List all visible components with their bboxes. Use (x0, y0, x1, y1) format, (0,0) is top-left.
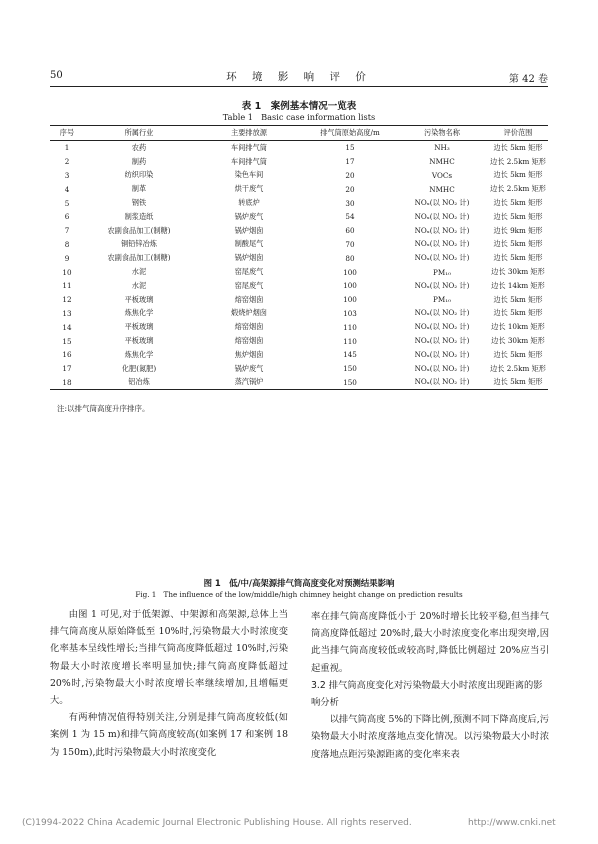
table-cell: 14 (62, 322, 72, 332)
table-cell: 转底炉 (238, 198, 260, 208)
table-cell: 制药 (131, 156, 147, 166)
column-header: 污染物名称 (396, 126, 488, 141)
column-header: 所属行业 (84, 126, 194, 141)
table-cell: 3 (64, 170, 70, 180)
figure-area (50, 418, 548, 568)
table-cell: 150 (304, 376, 396, 390)
table-cell: 15 (345, 143, 355, 153)
table-cell: 制浆造纸 (124, 211, 154, 221)
table-cell: 2 (64, 157, 70, 167)
table-cell: 边长 30km 矩形 (491, 267, 545, 277)
table-cell: 铜铅锌冶炼 (121, 239, 157, 249)
table-cell: VOCs (431, 170, 453, 180)
table-cell: 边长 5km 矩形 (493, 211, 543, 221)
table-row (50, 182, 548, 196)
table-row (50, 362, 548, 376)
table-cell: 边长 5km 矩形 (493, 294, 543, 304)
table-cell: NOₓ(以 NO₂ 计) (414, 198, 470, 208)
table-cell: NOₓ(以 NO₂ 计) (414, 336, 470, 346)
table-cell: 熔窑烟囱 (234, 322, 264, 332)
table-cell: 17 (62, 364, 72, 374)
table-cell: 制酸尾气 (234, 239, 264, 249)
table-cell: 边长 5km 矩形 (493, 170, 543, 180)
table-cell: 水泥 (131, 267, 147, 277)
table-row (50, 279, 548, 293)
table-cell: 145 (343, 350, 357, 360)
table-cell: 6 (64, 212, 70, 222)
table-title-cn: 表 1 案例基本情况一览表 (241, 101, 357, 112)
table-cell: 15 (62, 336, 72, 346)
table-cell: 焦炉烟囱 (234, 349, 264, 359)
table-cell: 103 (343, 308, 357, 318)
table-cell: 蒸汽锅炉 (194, 376, 304, 390)
table-cell: 窑尾废气 (234, 280, 264, 290)
left-column (50, 606, 288, 761)
table-cell: 平板玻璃 (124, 336, 154, 346)
table-cell: 20 (345, 170, 355, 180)
body-paragraph: 由图 1 可见,对于低架源、中架源和高架源,总体上当排气筒高度从原始降低至 10%时,污染物最大小时浓度变化率基本呈线性增长;当排气筒高度降低超过 10%时,污染物最大小时浓度增长率明显加快;排气筒高度降低超过 20%时,污染物最大小时浓度增长率继续增加,且增幅更大。 (50, 609, 288, 707)
table-cell: NH₃ (434, 143, 450, 153)
table-cell: 150 (343, 364, 357, 374)
table-cell: 农副食品加工(制糖) (107, 253, 171, 263)
right-column (311, 608, 549, 763)
table-cell: 5 (64, 198, 70, 208)
copyright-footer: (C)1994-2022 China Academic Journal Electronic Publishing House. All rights reserved. (22, 818, 412, 828)
table-cell: 10 (62, 267, 72, 277)
table-cell: 17 (345, 157, 355, 167)
header-rule (50, 86, 548, 87)
footer-url: http://www.cnki.net (468, 818, 556, 828)
table-cell: 炼焦化学 (124, 349, 154, 359)
table-cell: 11 (62, 281, 72, 291)
table-cell: 车间排气筒 (231, 142, 267, 152)
table-row (50, 251, 548, 265)
table-cell: 农副食品加工(制糖) (107, 225, 171, 235)
table-cell: 16 (62, 350, 72, 360)
page-number: 50 (50, 70, 63, 81)
table-cell: 边长 10km 矩形 (491, 322, 545, 332)
table-cell: 110 (343, 322, 357, 332)
table-cell: 100 (343, 281, 357, 291)
table-cell: 边长 2.5km 矩形 (490, 363, 546, 373)
table-cell: 80 (345, 253, 355, 263)
table-cell: 煅烧炉烟囱 (231, 308, 267, 318)
table-cell: 边长 5km 矩形 (493, 253, 543, 263)
table-cell: 30 (345, 198, 355, 208)
table-cell: NOₓ(以 NO₂ 计) (414, 239, 470, 249)
table-cell: 边长 30km 矩形 (491, 336, 545, 346)
table-cell: 农药 (131, 142, 147, 152)
table-cell: 边长 14km 矩形 (491, 280, 545, 290)
section-heading (311, 677, 549, 711)
table-cell: 20 (345, 184, 355, 194)
table-cell: 边长 2.5km 矩形 (490, 156, 546, 166)
table-row (50, 210, 548, 224)
table-cell: 9 (64, 253, 70, 263)
table-cell: 18 (50, 376, 84, 390)
table-row (50, 265, 548, 279)
column-header: 序号 (50, 126, 84, 141)
column-header: 评价范围 (488, 126, 548, 141)
table-cell: 纺织印染 (124, 170, 154, 180)
table-cell: NOₓ(以 NO₂ 计) (414, 349, 470, 359)
table-row (50, 238, 548, 252)
table-cell: NOₓ(以 NO₂ 计) (414, 211, 470, 221)
column-header: 主要排放源 (194, 126, 304, 141)
table-row (50, 293, 548, 307)
table-cell: 边长 2.5km 矩形 (490, 184, 546, 194)
table-cell: 平板玻璃 (124, 294, 154, 304)
table-cell: 钢铁 (131, 198, 147, 208)
table-cell: 熔窑烟囱 (234, 294, 264, 304)
table-cell: 100 (343, 267, 357, 277)
table-cell: NOₓ(以 NO₂ 计) (396, 376, 488, 390)
table-cell: 7 (64, 226, 70, 236)
table-cell: 边长 5km 矩形 (493, 239, 543, 249)
table-cell: NOₓ(以 NO₂ 计) (414, 363, 470, 373)
body-paragraph: 有两种情况值得特别关注,分别是排气筒高度较低(如案例 1 为 15 m)和排气筒高度较高(如案例 17 和案例 18 为 150m),此时污染物最大小时浓度变化 (50, 712, 288, 758)
table-row (50, 348, 548, 362)
table-row (50, 141, 548, 155)
table-cell: NOₓ(以 NO₂ 计) (414, 280, 470, 290)
table-cell: 边长 5km 矩形 (493, 308, 543, 318)
table-cell: NMHC (429, 184, 455, 194)
table-cell: 锅炉废气 (234, 363, 264, 373)
table-cell: PM₁₀ (433, 295, 451, 305)
table-cell: 54 (345, 212, 355, 222)
table-cell: NOₓ(以 NO₂ 计) (414, 225, 470, 235)
table-note: 注:以排气筒高度升序排序。 (57, 404, 150, 413)
table-cell: 烘干废气 (234, 184, 264, 194)
table-cell: 水泥 (131, 280, 147, 290)
figure-title-cn: 图 1 低/中/高架源排气筒高度变化对预测结果影响 (203, 578, 395, 588)
journal-title: 环 境 影 响 评 价 (226, 71, 372, 83)
table-title-en: Table 1 Basic case information lists (222, 112, 376, 122)
table-cell: 100 (343, 295, 357, 305)
table-row (50, 334, 548, 348)
table-cell: 炼焦化学 (124, 308, 154, 318)
table-cell: 60 (345, 226, 355, 236)
table-cell: 锅炉废气 (234, 211, 264, 221)
table-cell: 70 (345, 239, 355, 249)
table-cell: 边长 5km 矩形 (493, 349, 543, 359)
table-cell: 铝冶炼 (84, 376, 194, 390)
table-cell: 13 (62, 308, 72, 318)
volume-label: 第 42 卷 (508, 74, 548, 85)
table-row (50, 224, 548, 238)
table-row (50, 307, 548, 321)
table-cell: NOₓ(以 NO₂ 计) (414, 322, 470, 332)
table-cell: 锅炉烟囱 (234, 253, 264, 263)
table-cell: 边长 9km 矩形 (493, 225, 543, 235)
column-header: 排气筒原始高度/m (304, 126, 396, 141)
table-cell: 染色车间 (234, 170, 264, 180)
table-row (50, 169, 548, 183)
table-row (50, 155, 548, 169)
body-paragraph: 率在排气筒高度降低小于 20%时增长比较平稳,但当排气筒高度降低超过 20%时,最大小时浓度变化率出现突增,因此当排气筒高度较低或较高时,降低比例超过 20%应当引起重视。 (311, 611, 549, 674)
table-row (50, 376, 548, 390)
table-cell: NOₓ(以 NO₂ 计) (414, 253, 470, 263)
table-cell: 边长 5km 矩形 (493, 142, 543, 152)
table-cell: PM₁₀ (433, 267, 451, 277)
table-cell: NOₓ(以 NO₂ 计) (414, 308, 470, 318)
table-cell: 锅炉烟囱 (234, 225, 264, 235)
table-cell: 化肥(氮肥) (121, 363, 157, 373)
table-cell: 熔窑烟囱 (234, 336, 264, 346)
table-header-row (50, 126, 548, 141)
table-cell: 8 (64, 239, 70, 249)
table-cell: 车间排气筒 (231, 156, 267, 166)
table-cell: 1 (64, 143, 70, 153)
table-row (50, 320, 548, 334)
table-cell: 制革 (131, 184, 147, 194)
table-row (50, 196, 548, 210)
table-cell: 边长 5km 矩形 (488, 376, 548, 390)
figure-title-en: Fig. 1 The influence of the low/middle/high chimney height change on prediction results (135, 590, 463, 599)
section-title: 排气筒高度变化对污染物最大小时浓度出现距离的影响分析 (311, 679, 543, 709)
case-table (50, 125, 548, 390)
table-body (50, 141, 548, 390)
table-cell: 110 (343, 336, 357, 346)
table-cell: 12 (62, 295, 72, 305)
table-cell: 4 (64, 184, 70, 194)
table-cell: 窑尾废气 (234, 267, 264, 277)
table-cell: 边长 5km 矩形 (493, 198, 543, 208)
section-number: 3.2 (311, 679, 326, 691)
table-cell: NMHC (429, 157, 455, 167)
body-paragraph: 以排气筒高度 5%的下降比例,预测不同下降高度后,污染物最大小时浓度落地点变化情况。以污染物最大小时浓度落地点距污染源距离的变化率来表 (311, 714, 549, 760)
table-cell: 平板玻璃 (124, 322, 154, 332)
